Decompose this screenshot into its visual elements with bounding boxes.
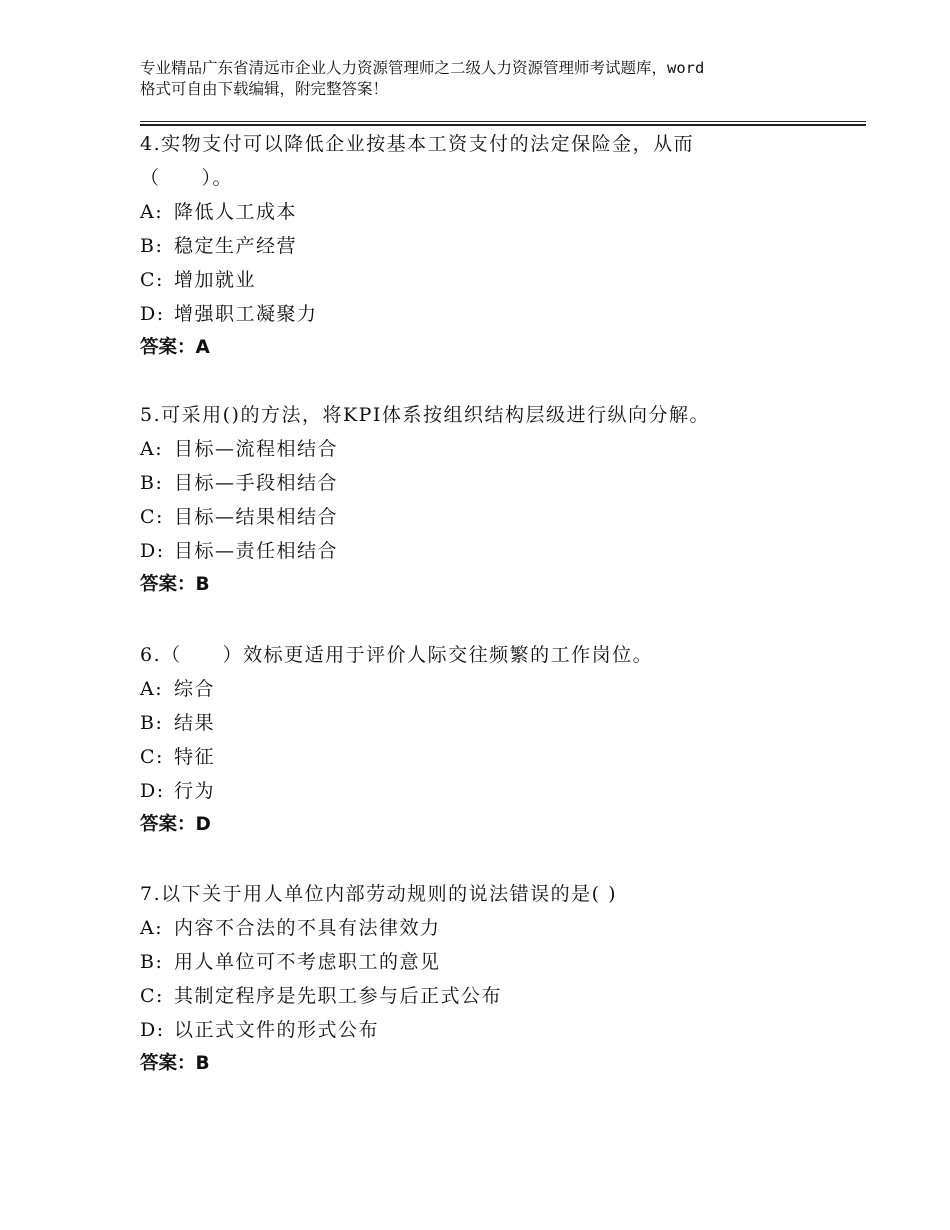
- option-b: [140, 706, 860, 740]
- header-line-2: 格式可自由下载编辑，附完整答案！: [140, 80, 389, 98]
- question-stem: 6.（ ）效标更适用于评价人际交往频繁的工作岗位。: [140, 644, 654, 666]
- option-c: [140, 263, 860, 297]
- answer-label: 答案：: [140, 337, 196, 358]
- option-letter: C:: [140, 506, 164, 528]
- question-6: [140, 638, 860, 842]
- answer-line: [140, 808, 860, 842]
- option-letter: C:: [140, 985, 164, 1007]
- question-stem: 5.可采用()的方法，将KPI体系按组织结构层级进行纵向分解。: [140, 404, 710, 426]
- option-text: 内容不合法的不具有法律效力: [174, 917, 441, 939]
- option-text: 目标—手段相结合: [174, 472, 339, 494]
- option-letter: A:: [140, 438, 164, 460]
- option-b: [140, 466, 860, 500]
- question-5: [140, 398, 860, 602]
- option-letter: C:: [140, 269, 164, 291]
- answer-label: 答案：: [140, 574, 196, 595]
- option-text: 目标—流程相结合: [174, 438, 339, 460]
- option-d: [140, 774, 860, 808]
- option-letter: A:: [140, 678, 164, 700]
- option-c: [140, 979, 860, 1013]
- question-stem-continued: （ ）。: [140, 167, 234, 189]
- option-letter: B:: [140, 951, 164, 973]
- header-line-1: 专业精品广东省清远市企业人力资源管理师之二级人力资源管理师考试题库，word: [140, 59, 705, 77]
- option-text: 目标—责任相结合: [174, 540, 339, 562]
- option-letter: B:: [140, 712, 164, 734]
- option-letter: B:: [140, 235, 164, 257]
- answer-value: B: [195, 574, 210, 595]
- answer-line: [140, 1047, 860, 1081]
- option-a: [140, 432, 860, 466]
- option-text: 用人单位可不考虑职工的意见: [174, 951, 441, 973]
- option-letter: D:: [140, 303, 165, 325]
- option-text: 以正式文件的形式公布: [174, 1019, 380, 1041]
- option-letter: D:: [140, 1019, 165, 1041]
- answer-value: A: [195, 337, 210, 358]
- answer-line: [140, 568, 860, 602]
- option-b: [140, 945, 860, 979]
- option-text: 行为: [174, 780, 216, 802]
- question-7: [140, 877, 860, 1081]
- option-c: [140, 740, 860, 774]
- option-a: [140, 195, 860, 229]
- question-stem: 4.实物支付可以降低企业按基本工资支付的法定保险金，从而: [140, 133, 695, 155]
- option-letter: A:: [140, 201, 164, 223]
- option-text: 稳定生产经营: [174, 235, 298, 257]
- option-letter: C:: [140, 746, 164, 768]
- question-4: [140, 127, 860, 365]
- option-text: 增加就业: [174, 269, 257, 291]
- document-header: [140, 58, 830, 100]
- option-d: [140, 297, 860, 331]
- option-text: 特征: [174, 746, 216, 768]
- option-c: [140, 500, 860, 534]
- answer-value: B: [195, 1053, 210, 1074]
- answer-label: 答案：: [140, 1053, 196, 1074]
- option-letter: D:: [140, 780, 165, 802]
- answer-line: [140, 331, 860, 365]
- option-text: 增强职工凝聚力: [174, 303, 318, 325]
- option-a: [140, 672, 860, 706]
- option-text: 结果: [174, 712, 216, 734]
- option-text: 综合: [174, 678, 216, 700]
- option-text: 其制定程序是先职工参与后正式公布: [174, 985, 503, 1007]
- option-text: 目标—结果相结合: [174, 506, 339, 528]
- answer-value: D: [195, 814, 211, 835]
- option-a: [140, 911, 860, 945]
- option-b: [140, 229, 860, 263]
- question-stem: 7.以下关于用人单位内部劳动规则的说法错误的是( ): [140, 883, 617, 905]
- header-divider-thick: [140, 124, 866, 126]
- option-letter: B:: [140, 472, 164, 494]
- option-letter: A:: [140, 917, 164, 939]
- option-d: [140, 534, 860, 568]
- header-divider-thin: [140, 121, 866, 122]
- option-letter: D:: [140, 540, 165, 562]
- answer-label: 答案：: [140, 814, 196, 835]
- option-d: [140, 1013, 860, 1047]
- option-text: 降低人工成本: [174, 201, 298, 223]
